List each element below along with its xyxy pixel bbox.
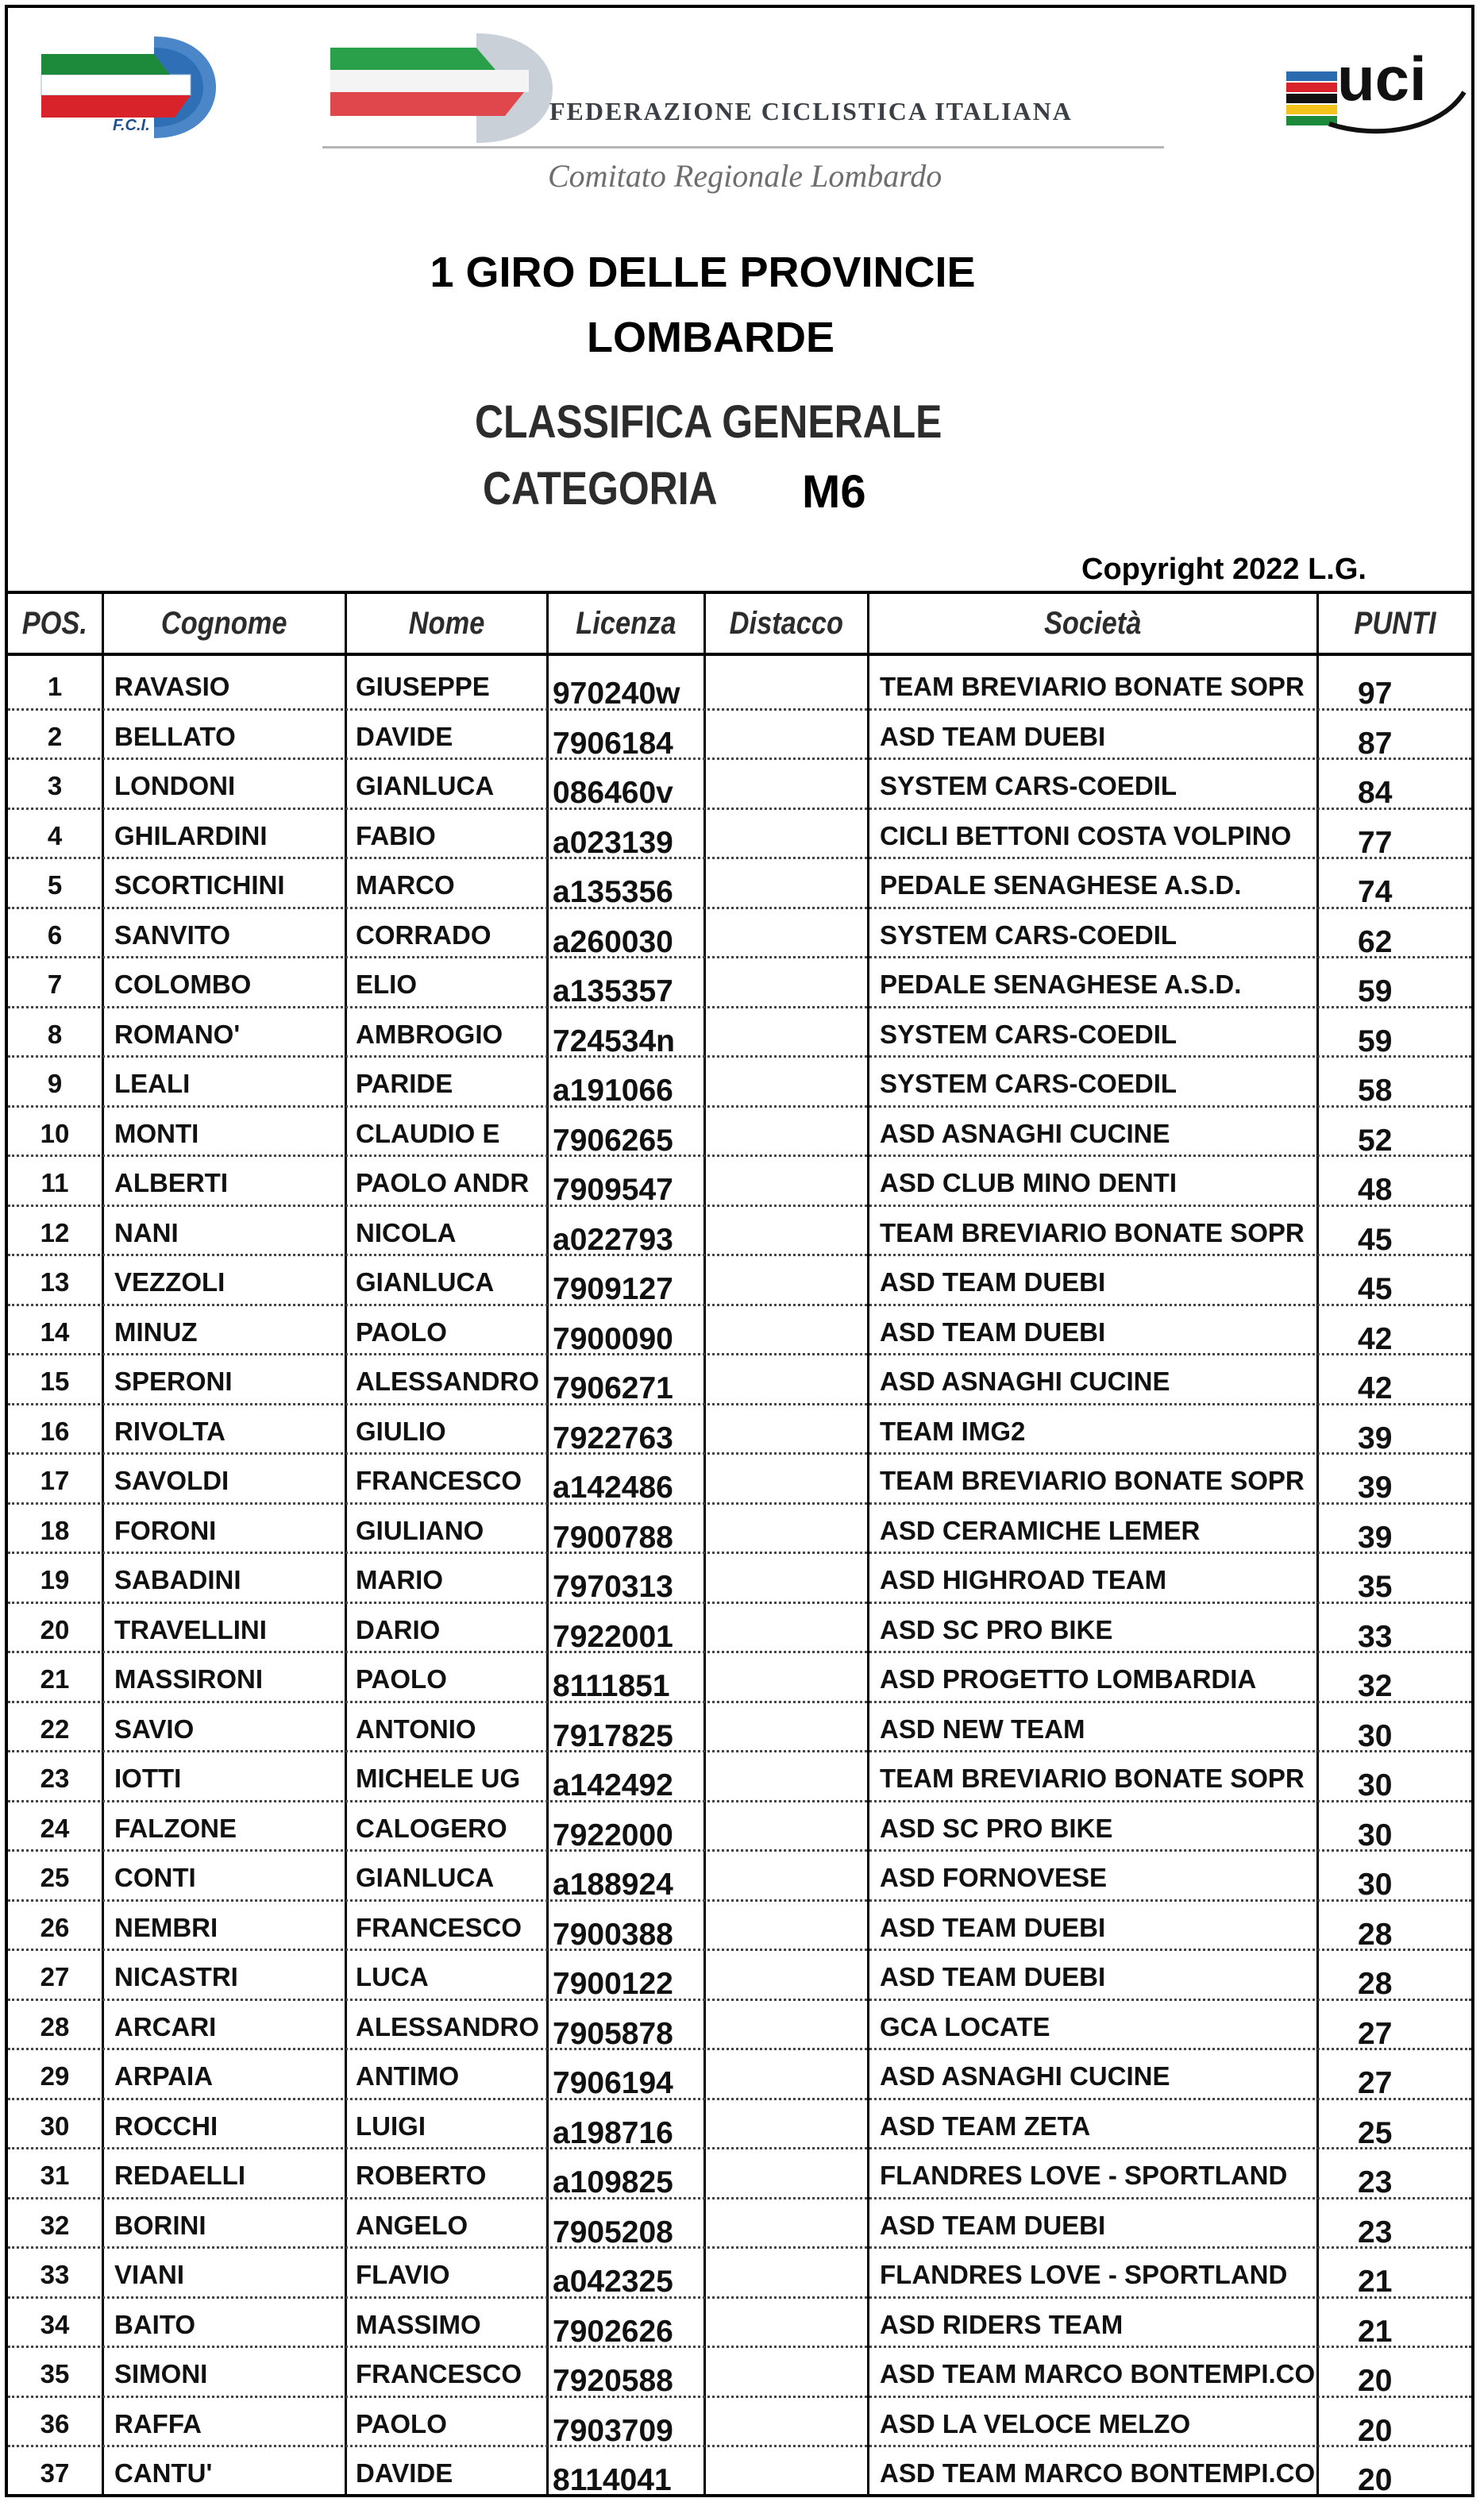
cell-nome: DAVIDE [356, 721, 453, 751]
results-table-body [8, 661, 1471, 2497]
cell-cognome: SAVIO [114, 1714, 195, 1744]
cell-cognome: VIANI [114, 2260, 185, 2289]
cell-nome: MASSIMO [356, 2309, 481, 2339]
cell-licenza: 7922763 [553, 1421, 673, 1455]
cell-licenza: a022793 [553, 1222, 673, 1257]
cell-nome: DAVIDE [356, 2458, 453, 2488]
cell-cognome: COLOMBO [114, 970, 252, 999]
table-row [8, 1455, 1471, 1505]
cell-punti: 28 [1358, 1967, 1393, 2001]
table-row [8, 2001, 1471, 2051]
cell-pos: 4 [47, 820, 63, 850]
cell-nome: ALESSANDRO [356, 2011, 540, 2041]
table-row [8, 760, 1471, 810]
cell-cognome: VEZZOLI [114, 1267, 225, 1297]
cell-licenza: 7909547 [553, 1173, 673, 1207]
category-value: M6 [802, 466, 866, 518]
cell-nome: ANTONIO [356, 1714, 476, 1744]
cell-punti: 77 [1358, 825, 1393, 860]
cell-punti: 59 [1358, 974, 1393, 1008]
cell-societa: TEAM BREVIARIO BONATE SOPR [880, 1466, 1305, 1495]
cell-licenza: 7906265 [553, 1123, 673, 1158]
table-row [8, 1256, 1471, 1306]
cell-pos: 22 [40, 1714, 70, 1744]
cell-pos: 3 [47, 771, 63, 800]
cell-societa: ASD HIGHROAD TEAM [880, 1565, 1167, 1594]
cell-nome: PAOLO [356, 2408, 447, 2438]
table-row [8, 2348, 1471, 2398]
cell-nome: ROBERTO [356, 2161, 487, 2190]
cell-nome: GIULIO [356, 1416, 446, 1446]
cell-punti: 42 [1358, 1321, 1393, 1356]
table-row [8, 1604, 1471, 1654]
cell-pos: 35 [40, 2359, 70, 2388]
cell-licenza: 086460v [553, 776, 673, 810]
cell-punti: 20 [1358, 2364, 1393, 2398]
cell-pos: 2 [47, 721, 63, 751]
cell-societa: ASD NEW TEAM [880, 1714, 1085, 1744]
cell-societa: ASD FORNOVESE [880, 1863, 1108, 1892]
header-nome: Nome [408, 605, 485, 641]
cell-cognome: LEALI [114, 1069, 191, 1098]
table-row [8, 810, 1471, 860]
cell-punti: 23 [1358, 2215, 1393, 2249]
cell-societa: ASD TEAM MARCO BONTEMPI.CO [880, 2359, 1316, 2388]
cell-pos: 26 [40, 1912, 70, 1942]
fci-logo-text: F.C.I. [113, 117, 150, 134]
cell-cognome: NICASTRI [114, 1962, 238, 1991]
cell-punti: 30 [1358, 1718, 1393, 1753]
cell-pos: 10 [40, 1118, 70, 1148]
standings-subtitle: CLASSIFICA GENERALE [475, 396, 942, 448]
cell-cognome: RAFFA [114, 2408, 202, 2438]
cell-punti: 59 [1358, 1024, 1393, 1058]
cell-cognome: BELLATO [114, 721, 236, 751]
cell-punti: 45 [1358, 1272, 1393, 1306]
table-row [8, 1554, 1471, 1604]
table-row [8, 2050, 1471, 2100]
header-societa: Società [1044, 605, 1142, 641]
cell-societa: TEAM IMG2 [880, 1416, 1026, 1446]
cell-nome: MARIO [356, 1565, 443, 1594]
cell-societa: ASD TEAM DUEBI [880, 721, 1106, 751]
table-row [8, 1008, 1471, 1058]
cell-cognome: SPERONI [114, 1367, 233, 1396]
cell-licenza: a188924 [553, 1868, 673, 1902]
cell-nome: ALESSANDRO [356, 1367, 540, 1396]
cell-licenza: a142492 [553, 1768, 673, 1802]
cell-cognome: NEMBRI [114, 1912, 218, 1942]
cell-punti: 30 [1358, 1868, 1393, 1902]
table-row [8, 958, 1471, 1008]
cell-cognome: TRAVELLINI [114, 1614, 267, 1644]
cell-pos: 33 [40, 2260, 70, 2289]
cell-pos: 6 [47, 919, 63, 950]
cell-societa: SYSTEM CARS-COEDIL [880, 771, 1178, 800]
cell-cognome: SAVOLDI [114, 1466, 229, 1495]
cell-nome: CLAUDIO E [356, 1118, 500, 1148]
cell-licenza: 7922001 [553, 1619, 673, 1654]
cell-licenza: a198716 [553, 2115, 673, 2150]
cell-licenza: 7906271 [553, 1371, 673, 1405]
cell-pos: 37 [40, 2458, 70, 2488]
cell-licenza: 7900122 [553, 1967, 673, 2001]
cell-societa: ASD ASNAGHI CUCINE [880, 1118, 1170, 1148]
cell-nome: DARIO [356, 1614, 441, 1644]
cell-nome: GIULIANO [356, 1515, 484, 1545]
cell-cognome: RAVASIO [114, 672, 230, 701]
cell-punti: 62 [1358, 924, 1393, 959]
cell-pos: 24 [40, 1813, 70, 1843]
table-row [8, 1703, 1471, 1753]
cell-pos: 7 [47, 970, 63, 999]
cell-pos: 30 [40, 2111, 70, 2141]
cell-licenza: a135357 [553, 974, 673, 1008]
cell-societa: ASD ASNAGHI CUCINE [880, 2061, 1170, 2091]
table-row [8, 2249, 1471, 2299]
event-title-line2: LOMBARDE [587, 314, 835, 361]
uci-logo [1282, 37, 1472, 140]
cell-licenza: 7905878 [553, 2016, 673, 2051]
cell-cognome: MONTI [114, 1118, 199, 1148]
cell-nome: FABIO [356, 820, 436, 850]
cell-societa: SYSTEM CARS-COEDIL [880, 1069, 1178, 1098]
cell-pos: 19 [40, 1565, 70, 1594]
table-row [8, 2447, 1471, 2497]
cell-pos: 1 [47, 672, 63, 701]
cell-licenza: 7900788 [553, 1520, 673, 1555]
cell-licenza: 7900388 [553, 1917, 673, 1952]
cell-nome: NICOLA [356, 1217, 457, 1247]
cell-pos: 14 [40, 1317, 70, 1347]
cell-cognome: ROMANO' [114, 1019, 241, 1049]
cell-punti: 30 [1358, 1818, 1393, 1852]
cell-punti: 58 [1358, 1074, 1393, 1108]
cell-cognome: SANVITO [114, 919, 231, 950]
cell-nome: ELIO [356, 970, 418, 999]
fci-emblem [326, 27, 556, 146]
cell-societa: ASD TEAM DUEBI [880, 2210, 1106, 2240]
cell-cognome: SIMONI [114, 2359, 208, 2388]
cell-licenza: 7906184 [553, 726, 673, 761]
cell-pos: 23 [40, 1764, 70, 1793]
cell-nome: AMBROGIO [356, 1019, 503, 1049]
table-row [8, 1157, 1471, 1207]
cell-punti: 42 [1358, 1371, 1393, 1405]
table-row [8, 1653, 1471, 1703]
cell-cognome: NANI [114, 1217, 179, 1247]
cell-nome: ANTIMO [356, 2061, 460, 2091]
cell-punti: 30 [1358, 1768, 1393, 1802]
cell-pos: 27 [40, 1962, 70, 1991]
cell-licenza: 7902626 [553, 2314, 673, 2349]
cell-societa: ASD TEAM MARCO BONTEMPI.CO [880, 2458, 1316, 2488]
cell-nome: GIUSEPPE [356, 672, 490, 701]
cell-societa: ASD RIDERS TEAM [880, 2309, 1124, 2339]
cell-pos: 21 [40, 1664, 70, 1694]
cell-societa: TEAM BREVIARIO BONATE SOPR [880, 672, 1305, 701]
cell-societa: CICLI BETTONI COSTA VOLPINO [880, 820, 1292, 850]
cell-pos: 36 [40, 2408, 70, 2438]
cell-pos: 34 [40, 2309, 70, 2339]
cell-nome: CALOGERO [356, 1813, 507, 1843]
cell-cognome: LONDONI [114, 771, 236, 800]
cell-licenza: a023139 [553, 825, 673, 860]
event-title-line1: 1 GIRO DELLE PROVINCIE [430, 249, 976, 296]
cell-licenza: 724534n [553, 1024, 675, 1058]
cell-punti: 74 [1358, 875, 1393, 909]
cell-punti: 35 [1358, 1570, 1393, 1604]
cell-cognome: CONTI [114, 1863, 196, 1892]
cell-licenza: 7909127 [553, 1272, 673, 1306]
cell-societa: TEAM BREVIARIO BONATE SOPR [880, 1217, 1305, 1247]
cell-licenza: 7903709 [553, 2413, 673, 2448]
table-row [8, 1355, 1471, 1405]
cell-pos: 25 [40, 1863, 70, 1892]
cell-cognome: ARCARI [114, 2011, 217, 2041]
table-top-rule [8, 591, 1471, 594]
cell-pos: 9 [47, 1069, 63, 1098]
cell-licenza: a042325 [553, 2265, 673, 2299]
cell-nome: ANGELO [356, 2210, 468, 2240]
table-row [8, 1852, 1471, 1902]
cell-societa: ASD SC PRO BIKE [880, 1614, 1113, 1644]
table-row [8, 1902, 1471, 1952]
cell-cognome: MINUZ [114, 1317, 198, 1347]
cell-pos: 31 [40, 2161, 70, 2190]
cell-societa: ASD TEAM DUEBI [880, 1267, 1106, 1297]
cell-punti: 39 [1358, 1421, 1393, 1455]
cell-cognome: REDAELLI [114, 2161, 245, 2190]
cell-societa: ASD TEAM DUEBI [880, 1962, 1106, 1991]
cell-societa: SYSTEM CARS-COEDIL [880, 1019, 1178, 1049]
cell-punti: 27 [1358, 2066, 1393, 2100]
cell-cognome: SABADINI [114, 1565, 241, 1594]
cell-cognome: SCORTICHINI [114, 870, 285, 900]
header-distacco: Distacco [729, 605, 844, 641]
cell-societa: PEDALE SENAGHESE A.S.D. [880, 970, 1242, 999]
cell-punti: 21 [1358, 2265, 1393, 2299]
cell-pos: 11 [40, 1168, 69, 1197]
federation-name: FEDERAZIONE CICLISTICA ITALIANA [549, 97, 1073, 125]
cell-pos: 13 [40, 1267, 70, 1297]
table-row [8, 2100, 1471, 2150]
cell-pos: 28 [40, 2011, 70, 2041]
cell-pos: 15 [40, 1367, 70, 1396]
cell-punti: 20 [1358, 2413, 1393, 2448]
cell-punti: 87 [1358, 726, 1393, 761]
table-row [8, 661, 1471, 711]
table-row [8, 1951, 1471, 2001]
cell-societa: ASD CLUB MINO DENTI [880, 1168, 1177, 1197]
cell-societa: GCA LOCATE [880, 2011, 1050, 2041]
header-divider [322, 146, 1164, 148]
cell-punti: 25 [1358, 2115, 1393, 2150]
cell-pos: 8 [47, 1019, 63, 1049]
cell-cognome: ARPAIA [114, 2061, 214, 2091]
cell-nome: PARIDE [356, 1069, 453, 1098]
cell-pos: 5 [47, 870, 63, 900]
cell-nome: FLAVIO [356, 2260, 450, 2289]
table-row [8, 909, 1471, 959]
cell-societa: FLANDRES LOVE - SPORTLAND [880, 2161, 1288, 2190]
cell-punti: 39 [1358, 1471, 1393, 1505]
cell-punti: 52 [1358, 1123, 1393, 1158]
table-row [8, 1405, 1471, 1455]
cell-cognome: RIVOLTA [114, 1416, 225, 1446]
cell-punti: 20 [1358, 2463, 1393, 2497]
cell-societa: PEDALE SENAGHESE A.S.D. [880, 870, 1242, 900]
cell-societa: ASD TEAM DUEBI [880, 1912, 1106, 1942]
cell-punti: 21 [1358, 2314, 1393, 2349]
cell-licenza: 7970313 [553, 1570, 673, 1604]
cell-cognome: CANTU' [114, 2458, 213, 2488]
cell-punti: 27 [1358, 2016, 1393, 2051]
cell-societa: ASD PROGETTO LOMBARDIA [880, 1664, 1257, 1694]
cell-licenza: 7920588 [553, 2364, 673, 2398]
cell-pos: 17 [40, 1466, 70, 1495]
cell-punti: 45 [1358, 1222, 1393, 1257]
cell-societa: SYSTEM CARS-COEDIL [880, 919, 1178, 950]
table-header-rule [8, 653, 1471, 656]
cell-licenza: a142486 [553, 1471, 673, 1505]
uci-logo-text: uci [1337, 44, 1427, 114]
cell-licenza: 970240w [553, 677, 680, 711]
cell-pos: 12 [40, 1217, 70, 1247]
cell-nome: LUIGI [356, 2111, 426, 2141]
cell-licenza: 7900090 [553, 1321, 673, 1356]
cell-punti: 32 [1358, 1669, 1393, 1703]
table-row [8, 1306, 1471, 1356]
table-row [8, 1505, 1471, 1555]
cell-nome: FRANCESCO [356, 1466, 522, 1495]
cell-nome: PAOLO [356, 1317, 447, 1347]
cell-cognome: ALBERTI [114, 1168, 228, 1197]
cell-nome: LUCA [356, 1962, 429, 1991]
table-row [8, 2398, 1471, 2448]
cell-punti: 39 [1358, 1520, 1393, 1555]
table-row [8, 2199, 1471, 2249]
cell-cognome: BAITO [114, 2309, 196, 2339]
cell-societa: ASD LA VELOCE MELZO [880, 2408, 1191, 2438]
header-punti: PUNTI [1354, 605, 1436, 641]
cell-licenza: 7917825 [553, 1718, 673, 1753]
fci-logo [35, 32, 218, 143]
cell-nome: GIANLUCA [356, 1863, 495, 1892]
cell-cognome: IOTTI [114, 1764, 182, 1793]
cell-nome: MICHELE UG [356, 1764, 521, 1793]
header-cognome: Cognome [161, 605, 287, 641]
table-row [8, 2299, 1471, 2349]
cell-nome: FRANCESCO [356, 2359, 522, 2388]
cell-cognome: FALZONE [114, 1813, 237, 1843]
cell-pos: 32 [40, 2210, 70, 2240]
cell-societa: TEAM BREVIARIO BONATE SOPR [880, 1764, 1305, 1793]
table-row [8, 859, 1471, 909]
cell-societa: ASD ASNAGHI CUCINE [880, 1367, 1170, 1396]
cell-cognome: ROCCHI [114, 2111, 218, 2141]
header-pos: POS. [21, 605, 88, 641]
cell-punti: 33 [1358, 1619, 1393, 1654]
cell-pos: 29 [40, 2061, 70, 2091]
cell-cognome: GHILARDINI [114, 820, 268, 850]
cell-punti: 23 [1358, 2165, 1393, 2199]
table-row [8, 711, 1471, 761]
table-row [8, 1207, 1471, 1257]
cell-societa: FLANDRES LOVE - SPORTLAND [880, 2260, 1288, 2289]
cell-punti: 48 [1358, 1173, 1393, 1207]
cell-societa: ASD CERAMICHE LEMER [880, 1515, 1201, 1545]
cell-nome: GIANLUCA [356, 771, 495, 800]
cell-licenza: a260030 [553, 924, 673, 959]
cell-licenza: a109825 [553, 2165, 673, 2199]
cell-nome: PAOLO [356, 1664, 447, 1694]
cell-licenza: a191066 [553, 1074, 673, 1108]
table-row [8, 1108, 1471, 1158]
cell-cognome: FORONI [114, 1515, 217, 1545]
copyright-notice: Copyright 2022 L.G. [1081, 553, 1366, 586]
header-licenza: Licenza [576, 605, 676, 641]
cell-punti: 97 [1358, 677, 1393, 711]
table-row [8, 1752, 1471, 1802]
cell-punti: 84 [1358, 776, 1393, 810]
table-row [8, 1058, 1471, 1108]
cell-societa: ASD SC PRO BIKE [880, 1813, 1113, 1843]
cell-licenza: 8111851 [553, 1669, 670, 1703]
category-label: CATEGORIA [483, 463, 718, 515]
cell-nome: CORRADO [356, 919, 491, 950]
cell-punti: 28 [1358, 1917, 1393, 1952]
table-row [8, 2149, 1471, 2199]
cell-nome: PAOLO ANDR [356, 1168, 530, 1197]
cell-licenza: 8114041 [553, 2463, 672, 2497]
cell-cognome: BORINI [114, 2210, 206, 2240]
cell-licenza: 7906194 [553, 2066, 673, 2100]
cell-societa: ASD TEAM ZETA [880, 2111, 1091, 2141]
cell-pos: 16 [40, 1416, 70, 1446]
cell-licenza: a135356 [553, 875, 673, 909]
cell-licenza: 7922000 [553, 1818, 673, 1852]
cell-societa: ASD TEAM DUEBI [880, 1317, 1106, 1347]
cell-nome: MARCO [356, 870, 455, 900]
results-document [5, 5, 1474, 2497]
cell-pos: 20 [40, 1614, 70, 1644]
cell-nome: FRANCESCO [356, 1912, 522, 1942]
cell-licenza: 7905208 [553, 2215, 673, 2249]
cell-nome: GIANLUCA [356, 1267, 495, 1297]
table-row [8, 1802, 1471, 1852]
committee-name: Comitato Regionale Lombardo [548, 158, 942, 194]
cell-cognome: MASSIRONI [114, 1664, 264, 1694]
cell-pos: 18 [40, 1515, 70, 1545]
